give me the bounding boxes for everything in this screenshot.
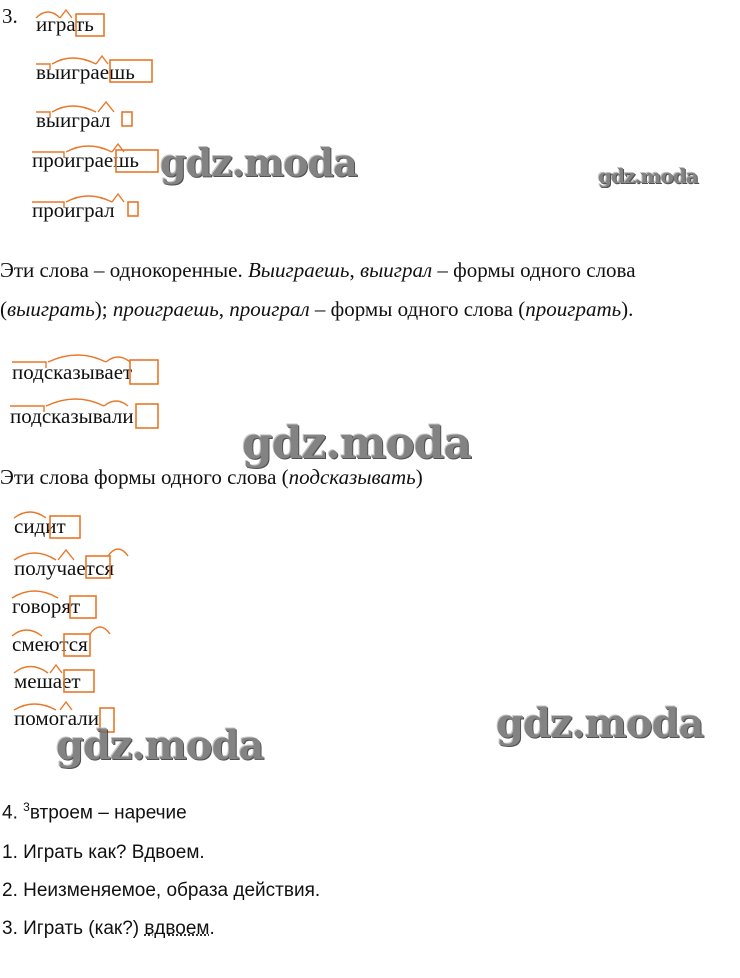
para1-sep: ,	[349, 258, 360, 282]
para2-end: )	[415, 465, 423, 489]
postfix-arc	[90, 627, 110, 634]
line-3-prefix: 3. Играть (как?)	[2, 918, 145, 939]
line-3-end: .	[209, 918, 215, 939]
section-4-line-3	[2, 918, 215, 940]
section-4-heading	[2, 800, 187, 824]
para1-sep: );	[94, 297, 113, 321]
ending-box	[130, 360, 158, 384]
word-sidit: сидит	[14, 514, 66, 538]
section-3-number: 3.	[2, 4, 18, 28]
word-proigraesh: проиграешь	[32, 148, 139, 172]
para1-mid: – формы одного слова (	[309, 297, 526, 321]
section-4-number: 4.	[2, 802, 18, 824]
word-govoryat: говорят	[12, 594, 81, 618]
para2-lead: Эти слова формы одного слова (	[0, 465, 289, 489]
paragraph-1-line-2	[0, 297, 633, 321]
para1-word-vyigrat: выиграть	[7, 297, 95, 321]
para1-lead: Эти слова – однокоренные.	[0, 258, 243, 282]
section-4-title: втроем – наречие	[29, 802, 187, 824]
ending-box	[122, 112, 132, 126]
para2-word-podskazyvat: подсказывать	[288, 465, 416, 489]
line-3-word: вдвоем	[144, 918, 210, 939]
para1-word-vyigraesh: Выиграешь	[247, 258, 350, 282]
watermark: gdz.moda	[242, 418, 472, 469]
word-igrat: играть	[36, 12, 94, 36]
word-pomogali: помогали	[14, 706, 99, 730]
watermark: gdz.moda	[496, 700, 704, 747]
section-4-line-2: 2. Неизменяемое, образа действия.	[2, 880, 321, 901]
watermark: gdz.moda	[160, 140, 357, 185]
para1-end: ).	[621, 297, 634, 321]
ending-box	[128, 202, 138, 216]
paragraph-1-line-1	[0, 258, 636, 282]
word-vyigral: выиграл	[36, 108, 111, 132]
word-poluchaetsya: получается	[14, 556, 115, 580]
word-podskazyvaet: подсказывает	[12, 360, 133, 384]
footnote-marker: 3	[23, 800, 30, 814]
para1-word-proigraesh: проиграешь	[112, 297, 219, 321]
para1-word-proigrat: проиграть	[525, 297, 622, 321]
word-proigral: проиграл	[32, 198, 115, 222]
para1-sep: ,	[218, 297, 230, 321]
word-vyigraesh: выиграешь	[36, 60, 135, 84]
word-podskazyvali: подсказывали	[10, 404, 134, 428]
para1-mid: – формы одного слова	[432, 258, 636, 282]
word-smeyutsya: смеются	[12, 632, 88, 656]
para1-word-vyigral: выиграл	[359, 258, 433, 282]
para1-open: (	[0, 297, 7, 321]
section-4-line-1: 1. Играть как? Вдвоем.	[2, 842, 205, 863]
word-meshaet: мешает	[14, 669, 81, 693]
postfix-arc	[108, 549, 128, 556]
ending-box	[136, 404, 158, 428]
watermark: gdz.moda	[598, 164, 698, 188]
watermark: gdz.moda	[56, 722, 264, 769]
para1-word-proigral: проиграл	[229, 297, 310, 321]
